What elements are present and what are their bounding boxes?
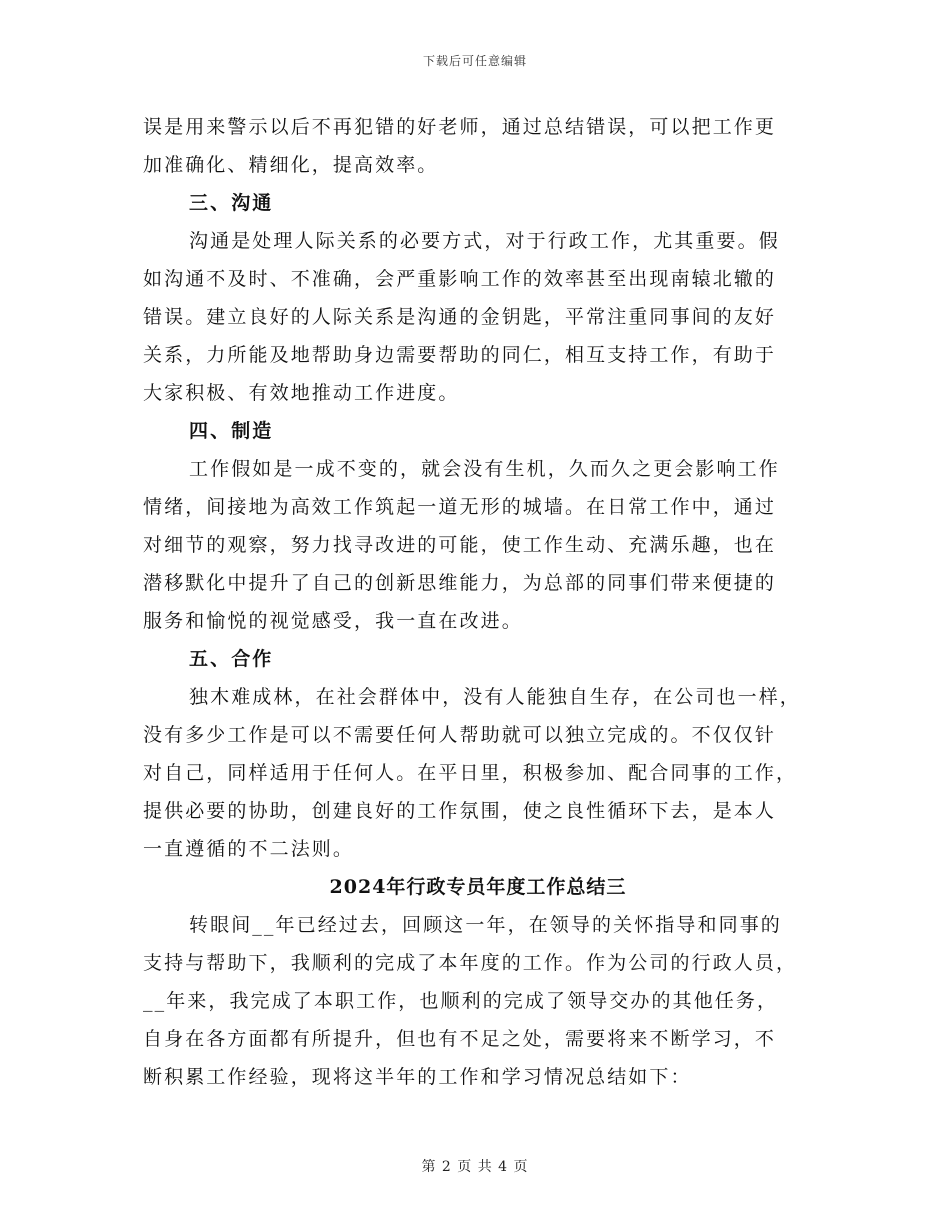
- body-line: 对自己，同样适用于任何人。在平日里，积极参加、配合同事的工作，: [143, 762, 798, 784]
- section-heading-communication: 三、沟通: [189, 192, 274, 214]
- body-line: 误是用来警示以后不再犯错的好老师，通过总结错误，可以把工作更: [143, 116, 777, 138]
- body-line: 工作假如是一成不变的，就会没有生机，久而久之更会影响工作: [189, 458, 780, 480]
- body-line: 情绪，间接地为高效工作筑起一道无形的城墙。在日常工作中，通过: [143, 496, 777, 518]
- body-line: 提供必要的协助，创建良好的工作氛围，使之良性循环下去，是本人: [143, 800, 777, 822]
- body-line: 支持与帮助下，我顺利的完成了本年度的工作。作为公司的行政人员，: [143, 952, 798, 974]
- body-line: 大家积极、有效地推动工作进度。: [143, 382, 460, 404]
- page-number-footer: 第 2 页 共 4 页: [421, 1159, 529, 1175]
- body-line: __年来，我完成了本职工作，也顺利的完成了领导交办的其他任务，: [143, 990, 779, 1012]
- body-line: 关系，力所能及地帮助身边需要帮助的同仁，相互支持工作，有助于: [143, 344, 777, 366]
- body-line: 加准确化、精细化，提高效率。: [143, 154, 439, 176]
- body-line: 如沟通不及时、不准确，会严重影响工作的效率甚至出现南辕北辙的: [143, 268, 777, 290]
- body-line: 服务和愉悦的视觉感受，我一直在改进。: [143, 610, 523, 632]
- body-line: 独木难成林，在社会群体中，没有人能独自生存，在公司也一样，: [189, 686, 801, 708]
- body-line: 沟通是处理人际关系的必要方式，对于行政工作，尤其重要。假: [189, 230, 780, 252]
- section-heading-cooperation: 五、合作: [189, 648, 274, 670]
- body-line: 没有多少工作是可以不需要任何人帮助就可以独立完成的。不仅仅针: [143, 724, 777, 746]
- body-line: 对细节的观察，努力找寻改进的可能，使工作生动、充满乐趣，也在: [143, 534, 777, 556]
- section-heading-innovation: 四、制造: [189, 420, 274, 442]
- body-line: 错误。建立良好的人际关系是沟通的金钥匙，平常注重同事间的友好: [143, 306, 777, 328]
- body-line: 转眼间__年已经过去，回顾这一年，在领导的关怀指导和同事的: [189, 914, 782, 936]
- body-line: 潜移默化中提升了自己的创新思维能力，为总部的同事们带来便捷的: [143, 572, 777, 594]
- body-line: 一直遵循的不二法则。: [143, 838, 355, 860]
- page-header: 下载后可任意编辑: [422, 54, 527, 68]
- document-body: [143, 108, 813, 1096]
- body-line: 断积累工作经验，现将这半年的工作和学习情况总结如下：: [143, 1066, 692, 1088]
- document-title: 2024年行政专员年度工作总结三: [329, 876, 627, 898]
- body-line: 自身在各方面都有所提升，但也有不足之处，需要将来不断学习，不: [143, 1028, 777, 1050]
